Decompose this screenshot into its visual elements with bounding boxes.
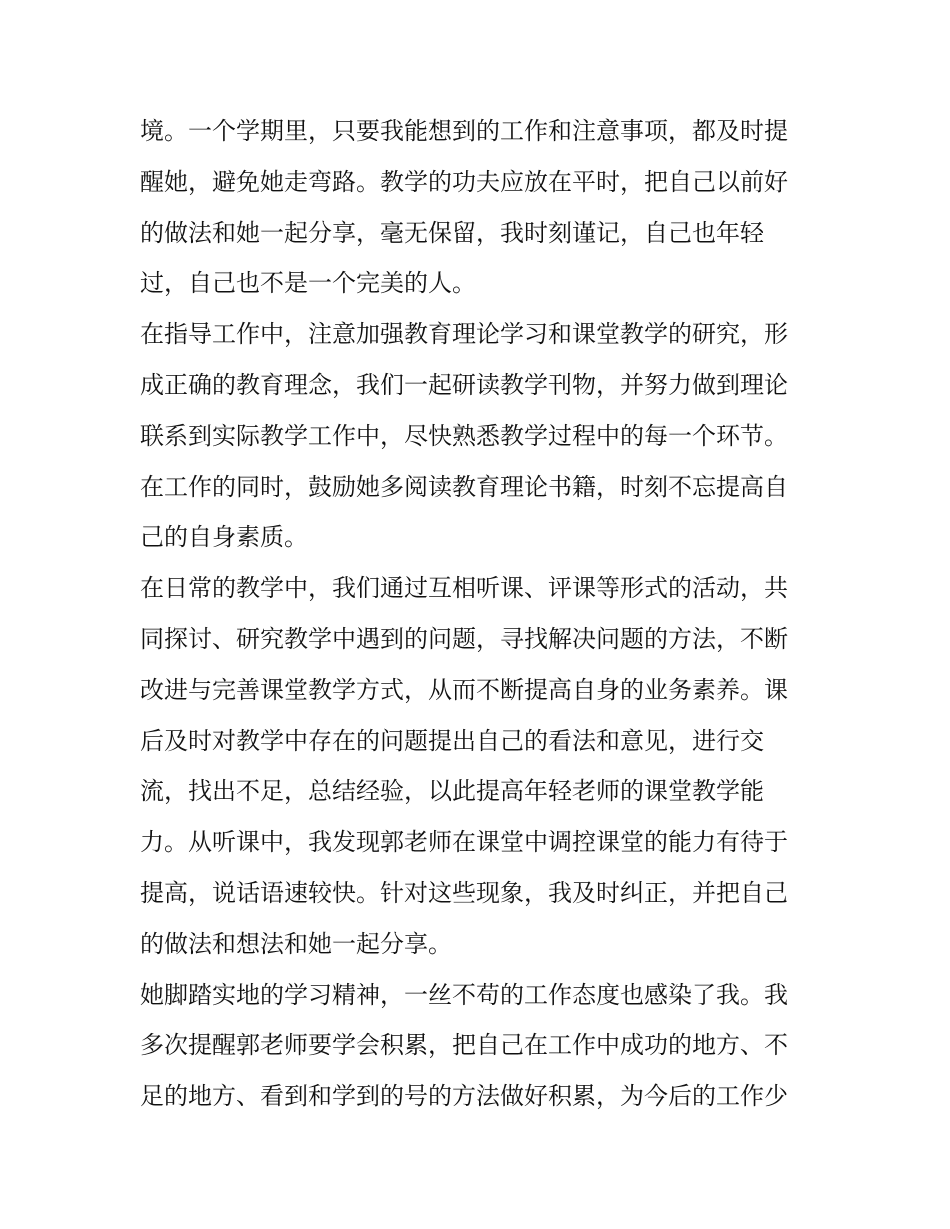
text-line: 醒她，避免她走弯路。教学的功夫应放在平时，把自己以前好 (140, 167, 788, 196)
text-line: 境。一个学期里，只要我能想到的工作和注意事项，都及时提 (140, 117, 788, 145)
text-line: 在工作的同时，鼓励她多阅读教育理论书籍，时刻不忘提高自 (140, 472, 788, 501)
text-line: 后及时对教学中存在的问题提出自己的看法和意见，进行交 (140, 726, 764, 755)
text-line: 联系到实际教学工作中，尽快熟悉教学过程中的每一个环节。 (140, 421, 788, 450)
text-line: 过，自己也不是一个完美的人。 (140, 269, 476, 298)
text-line: 提高，说话语速较快。针对这些现象，我及时纠正，并把自己 (140, 878, 788, 907)
text-line: 的做法和她一起分享，毫无保留，我时刻谨记，自己也年轻 (140, 218, 764, 247)
text-line: 改进与完善课堂教学方式，从而不断提高自身的业务素养。课 (140, 675, 788, 704)
text-line: 成正确的教育理念，我们一起研读教学刊物，并努力做到理论 (140, 370, 788, 399)
text-line: 流，找出不足，总结经验，以此提高年轻老师的课堂教学能 (140, 777, 764, 806)
text-line: 在日常的教学中，我们通过互相听课、评课等形式的活动，共 (140, 574, 788, 603)
text-line: 同探讨、研究教学中遇到的问题，寻找解决问题的方法，不断 (140, 624, 788, 653)
text-line: 她脚踏实地的学习精神，一丝不苟的工作态度也感染了我。我 (140, 980, 788, 1009)
body-text (140, 106, 820, 1122)
text-line: 多次提醒郭老师要学会积累，把自己在工作中成功的地方、不 (140, 1031, 788, 1060)
text-line: 的做法和想法和她一起分享。 (140, 929, 452, 958)
text-line: 在指导工作中，注意加强教育理论学习和课堂教学的研究，形 (140, 320, 788, 349)
text-line: 己的自身素质。 (140, 523, 308, 552)
text-line: 足的地方、看到和学到的号的方法做好积累，为今后的工作少 (140, 1082, 788, 1111)
text-line: 力。从听课中，我发现郭老师在课堂中调控课堂的能力有待于 (140, 828, 788, 857)
